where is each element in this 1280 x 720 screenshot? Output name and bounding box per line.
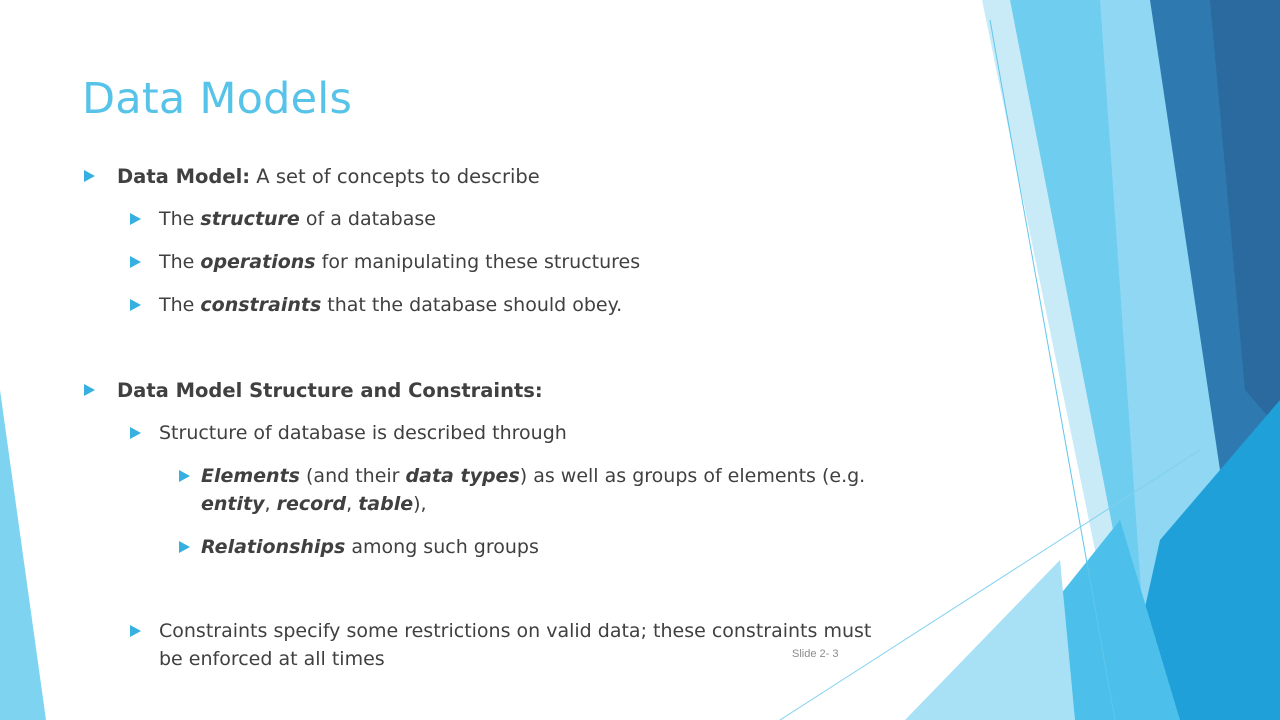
bullet-text: The [159, 251, 201, 273]
emphasis-table: table [358, 493, 414, 515]
arrow-bullet-icon [179, 470, 190, 482]
emphasis-elements: Elements [201, 465, 300, 487]
bullet-text: be enforced at all times [159, 648, 385, 670]
bullet-constraints-specify [159, 617, 871, 673]
bullet-text: Structure of database is described through [159, 422, 567, 444]
bullet-text: (and their [299, 465, 406, 487]
emphasis-relationships: Relationships [201, 536, 346, 558]
slide-title: Data Models [82, 74, 353, 124]
bullet-structure-described [159, 419, 567, 447]
emphasis-record: record [276, 493, 347, 515]
arrow-bullet-icon [130, 213, 141, 225]
bullet-text: among such groups [345, 536, 539, 558]
bullet-text: ), [413, 493, 427, 515]
term-data-model: Data Model: [117, 165, 251, 188]
deco-left-shard [0, 390, 46, 720]
arrow-bullet-icon [130, 299, 141, 311]
bullet-text: for manipulating these structures [315, 251, 641, 273]
bullet-relationships [201, 533, 539, 561]
bullet-constraints [159, 291, 622, 319]
bullet-text: ) as well as groups of elements (e.g. [519, 465, 866, 487]
bullet-text: of a database [299, 208, 436, 230]
arrow-bullet-icon [130, 256, 141, 268]
bullet-text: , [346, 493, 359, 515]
arrow-bullet-icon [84, 170, 95, 182]
emphasis-entity: entity [201, 493, 265, 515]
bullet-text: A set of concepts to describe [250, 165, 540, 188]
arrow-bullet-icon [179, 541, 190, 553]
emphasis-structure: structure [200, 208, 300, 230]
bullet-text: , [264, 493, 277, 515]
term-structure-constraints: Data Model Structure and Constraints: [117, 379, 543, 402]
arrow-bullet-icon [84, 384, 95, 396]
bullet-elements [201, 462, 865, 518]
bullet-text: The [159, 208, 201, 230]
slide-number: Slide 2- 3 [792, 648, 839, 660]
emphasis-data-types: data types [405, 465, 520, 487]
bullet-data-model [117, 163, 540, 191]
bullet-structure [159, 205, 436, 233]
bullet-text: The [159, 294, 201, 316]
bullet-text: Constraints specify some restrictions on valid data; these constraints must [159, 620, 872, 642]
deco-bottom-light [905, 560, 1075, 720]
bullet-structure-constraints [117, 377, 543, 405]
emphasis-constraints: constraints [200, 294, 322, 316]
emphasis-operations: operations [200, 251, 316, 273]
arrow-bullet-icon [130, 625, 141, 637]
arrow-bullet-icon [130, 427, 141, 439]
bullet-text: that the database should obey. [321, 294, 623, 316]
bullet-operations [159, 248, 640, 276]
